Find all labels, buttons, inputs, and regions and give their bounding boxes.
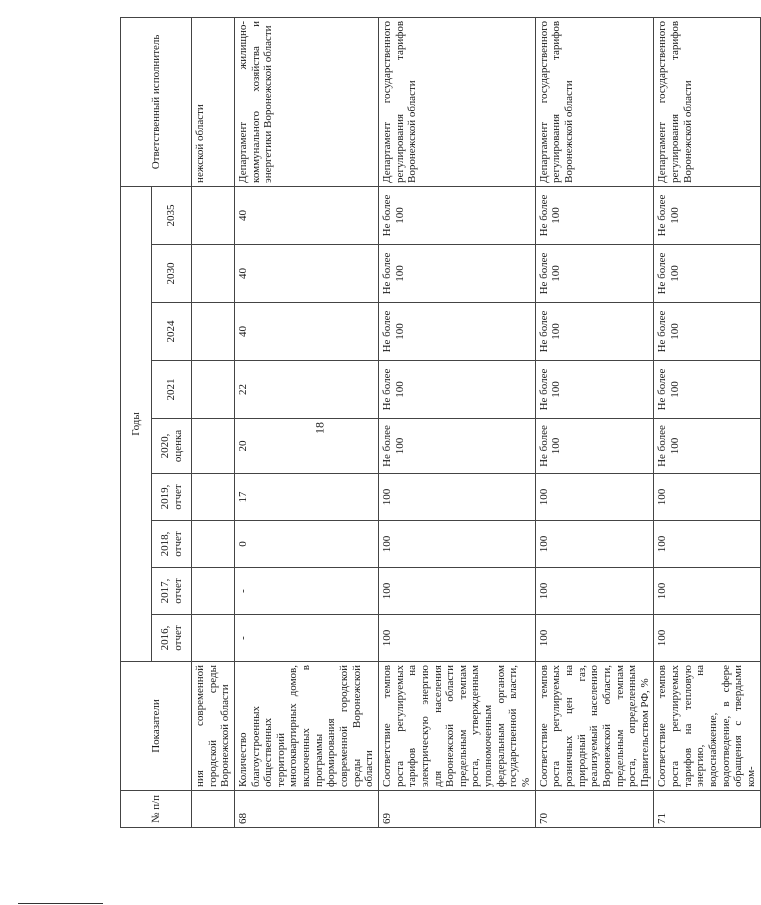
row-value: 100 — [378, 474, 535, 521]
row-value: Не более 100 — [654, 419, 760, 474]
row-num: 71 — [654, 791, 760, 828]
page-number: 18 — [312, 422, 327, 434]
row-num: 70 — [535, 791, 654, 828]
row-indicator: ния современной городской среды Воронежской области — [192, 662, 235, 791]
row-value: - — [234, 615, 378, 662]
row-responsible: Департамент жилищно-коммунального хозяйства и энергетики Воронежской области — [234, 17, 378, 186]
row-indicator: Соответствие темпов роста регулируемых тарифов на электрическую энергию для населения Воронежской области предельным темпам роста, утвержденным уполномоченным федеральным органом государственной власти, % — [378, 662, 535, 791]
row-indicator: Количество благоустроенных общественных территорий многоквартирных домов, включенных в программы формирования современной городской среды Воронежской области — [234, 662, 378, 791]
header-num: № п/п — [121, 791, 192, 828]
row-value: Не более 100 — [654, 361, 760, 419]
table-row — [535, 17, 654, 827]
indicators-table — [120, 17, 761, 828]
table-row — [654, 17, 760, 827]
row-responsible: Департамент государственного регулирования тарифов Воронежской области — [654, 17, 760, 186]
row-value: 20 — [234, 419, 378, 474]
row-value: 0 — [234, 521, 378, 568]
row-value: 100 — [535, 615, 654, 662]
row-value: 100 — [535, 521, 654, 568]
row-value: 100 — [654, 521, 760, 568]
header-year: 2019, отчет — [152, 474, 192, 521]
row-value — [192, 615, 235, 662]
row-value: 100 — [535, 474, 654, 521]
row-value: 40 — [234, 245, 378, 303]
header-year: 2035 — [152, 186, 192, 244]
row-value: Не более 100 — [654, 186, 760, 244]
row-responsible: Департамент государственного регулирования тарифов Воронежской области — [378, 17, 535, 186]
header-year: 2017, отчет — [152, 568, 192, 615]
row-value: 100 — [378, 615, 535, 662]
row-value: Не более 100 — [378, 186, 535, 244]
header-year: 2016, отчет — [152, 615, 192, 662]
row-indicator: Соответствие темпов роста регулируемых тарифов на тепловую энергию, на водоснабжение, водоотведение, в сфере обращения с твердыми ком- — [654, 662, 760, 791]
header-responsible: Ответственный исполнитель — [121, 17, 192, 186]
row-responsible: Департамент государственного регулирования тарифов Воронежской области — [535, 17, 654, 186]
row-num: 69 — [378, 791, 535, 828]
row-value: Не более 100 — [535, 361, 654, 419]
rotated-table-wrapper — [120, 18, 757, 828]
row-value: 100 — [535, 568, 654, 615]
footnote-divider — [18, 903, 103, 904]
row-value: Не более 100 — [535, 303, 654, 361]
header-year: 2018, отчет — [152, 521, 192, 568]
row-value: Не более 100 — [378, 245, 535, 303]
row-value: Не более 100 — [654, 303, 760, 361]
row-value: 100 — [378, 521, 535, 568]
row-indicator: Соответствие темпов роста регулируемых розничных цен на природный газ, реализуемый населению Воронежской области, предельным темпам роста, определенным Правительством РФ, % — [535, 662, 654, 791]
table-row — [378, 17, 535, 827]
row-value — [192, 521, 235, 568]
row-value: 17 — [234, 474, 378, 521]
row-value — [192, 568, 235, 615]
row-value: 100 — [654, 474, 760, 521]
row-value: Не более 100 — [535, 419, 654, 474]
row-value: Не более 100 — [378, 303, 535, 361]
row-responsible: нежской области — [192, 17, 235, 186]
row-value: 40 — [234, 303, 378, 361]
header-years-group: Годы — [121, 186, 152, 661]
table-row — [234, 17, 378, 827]
row-value — [192, 186, 235, 244]
row-value: Не более 100 — [535, 186, 654, 244]
table-row — [192, 17, 235, 827]
row-value: 100 — [654, 615, 760, 662]
row-value: 40 — [234, 186, 378, 244]
row-value: - — [234, 568, 378, 615]
row-value — [192, 474, 235, 521]
row-value: 100 — [378, 568, 535, 615]
row-value — [192, 419, 235, 474]
header-indicator: Показатели — [121, 662, 192, 791]
header-year: 2021 — [152, 361, 192, 419]
header-year: 2020, оценка — [152, 419, 192, 474]
row-value — [192, 303, 235, 361]
header-year: 2024 — [152, 303, 192, 361]
header-year: 2030 — [152, 245, 192, 303]
row-value — [192, 361, 235, 419]
row-num: 68 — [234, 791, 378, 828]
row-value: Не более 100 — [654, 245, 760, 303]
row-value: 100 — [654, 568, 760, 615]
row-value: Не более 100 — [535, 245, 654, 303]
row-value: Не более 100 — [378, 361, 535, 419]
row-value: Не более 100 — [378, 419, 535, 474]
row-value — [192, 245, 235, 303]
row-num — [192, 791, 235, 828]
row-value: 22 — [234, 361, 378, 419]
